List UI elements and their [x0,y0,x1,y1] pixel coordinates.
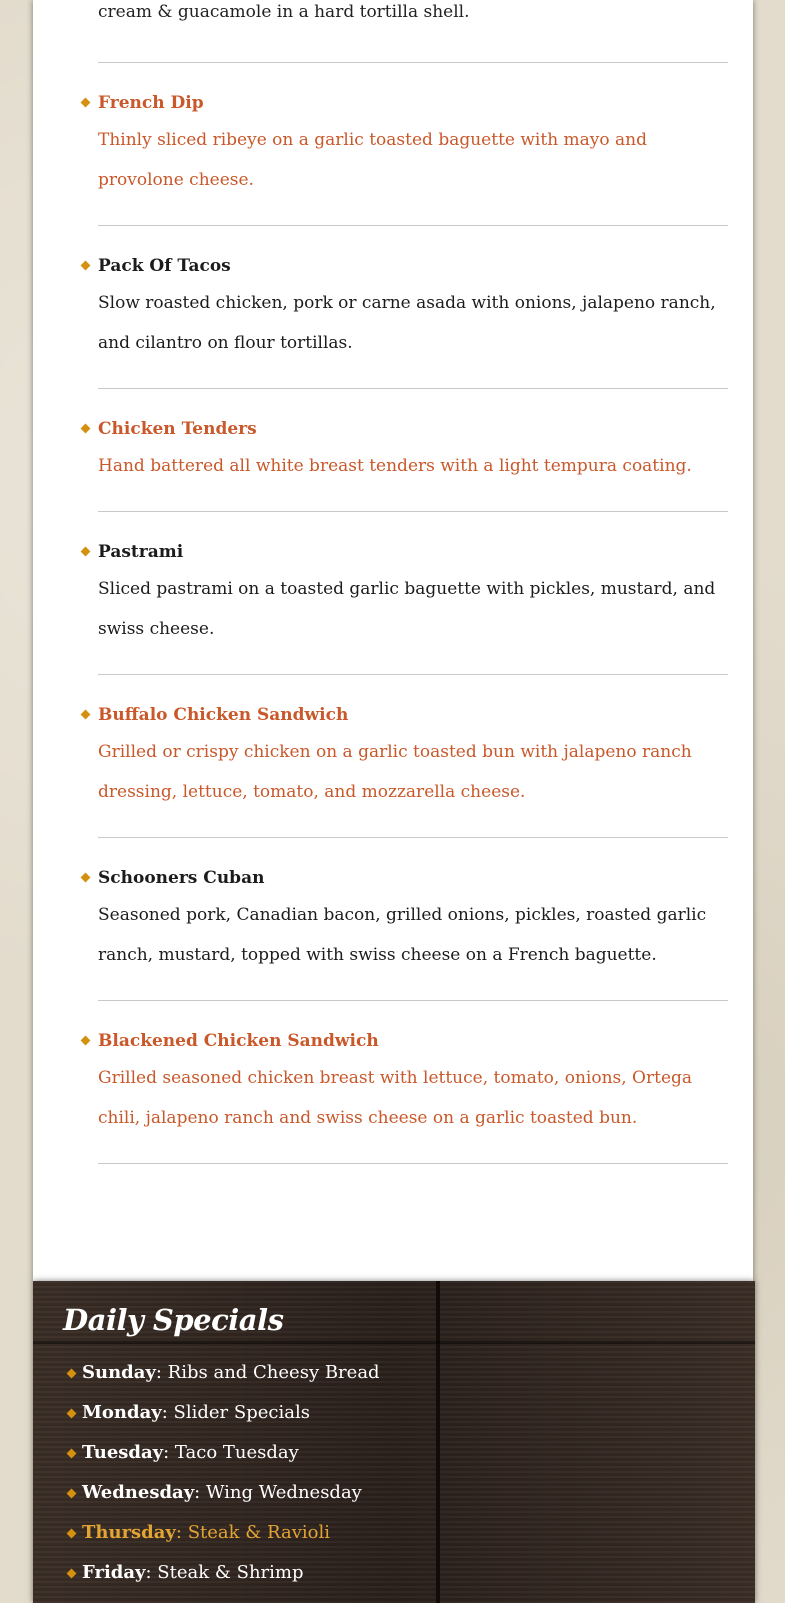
menu-item-name: Pack Of Tacos [98,256,231,276]
menu-item-description: Sliced pastrami on a toasted garlic baguette with pickles, mustard, and swiss cheese. [98,579,716,639]
menu-item-buffalo-chicken-sandwich [98,674,728,837]
special-text: : Steak & Shrimp [145,1562,304,1583]
diamond-bullet-icon [81,424,91,434]
special-text: : Steak & Ravioli [175,1522,330,1543]
wood-divider [33,1341,755,1344]
menu-item-description: Grilled or crispy chicken on a garlic toasted bun with jalapeno ranch dressing, lettuce, tomato, and mozzarella cheese. [98,742,692,802]
menu-item-name: French Dip [98,93,204,113]
diamond-bullet-icon [81,1036,91,1046]
divider [98,1163,728,1164]
diamond-bullet-icon [67,1369,77,1379]
special-sunday [82,1361,380,1401]
diamond-bullet-icon [81,98,91,108]
special-monday [82,1401,380,1441]
special-wednesday [82,1481,380,1521]
special-tuesday [82,1441,380,1481]
menu-list [98,62,728,1164]
menu-item-pack-of-tacos [98,225,728,388]
menu-item-schooners-cuban [98,837,728,1000]
daily-specials-list [82,1361,380,1601]
diamond-bullet-icon [67,1409,77,1419]
menu-paper [33,0,753,1281]
special-day: Monday [82,1402,162,1423]
menu-item-description: Grilled seasoned chicken breast with lettuce, tomato, onions, Ortega chili, jalapeno ranch and swiss cheese on a garlic toasted bun. [98,1068,693,1128]
menu-item-name: Schooners Cuban [98,868,265,888]
menu-item-name: Chicken Tenders [98,419,257,439]
menu-item-pastrami [98,511,728,674]
special-day: Sunday [82,1362,156,1383]
special-day: Friday [82,1562,146,1583]
diamond-bullet-icon [67,1529,77,1539]
daily-specials-title: Daily Specials [63,1303,284,1337]
special-text: : Taco Tuesday [163,1442,299,1463]
wood-divider [436,1281,440,1603]
diamond-bullet-icon [67,1449,77,1459]
special-text: : Wing Wednesday [194,1482,362,1503]
special-friday [82,1561,380,1601]
diamond-bullet-icon [67,1489,77,1499]
special-text: : Ribs and Cheesy Bread [155,1362,380,1383]
menu-item-description: Thinly sliced ribeye on a garlic toasted baguette with mayo and provolone cheese. [98,130,648,190]
menu-item-name: Blackened Chicken Sandwich [98,1031,379,1051]
diamond-bullet-icon [67,1569,77,1579]
special-text: : Slider Specials [161,1402,310,1423]
diamond-bullet-icon [81,873,91,883]
menu-item-name: Buffalo Chicken Sandwich [98,705,349,725]
menu-item-name: Pastrami [98,542,184,562]
menu-item-french-dip [98,62,728,225]
special-day: Wednesday [82,1482,195,1503]
previous-item-description: cream & guacamole in a hard tortilla shell. [98,2,470,22]
special-day: Thursday [82,1522,176,1543]
menu-item-chicken-tenders [98,388,728,511]
special-thursday [82,1521,380,1561]
menu-item-description: Hand battered all white breast tenders with a light tempura coating. [98,456,692,476]
special-day: Tuesday [82,1442,164,1463]
menu-item-description: Slow roasted chicken, pork or carne asada with onions, jalapeno ranch, and cilantro on flour tortillas. [98,293,716,353]
diamond-bullet-icon [81,547,91,557]
menu-item-blackened-chicken-sandwich [98,1000,728,1163]
diamond-bullet-icon [81,710,91,720]
menu-item-description: Seasoned pork, Canadian bacon, grilled onions, pickles, roasted garlic ranch, mustard, topped with swiss cheese on a French baguette. [98,905,707,965]
diamond-bullet-icon [81,261,91,271]
daily-specials-panel [33,1281,755,1603]
